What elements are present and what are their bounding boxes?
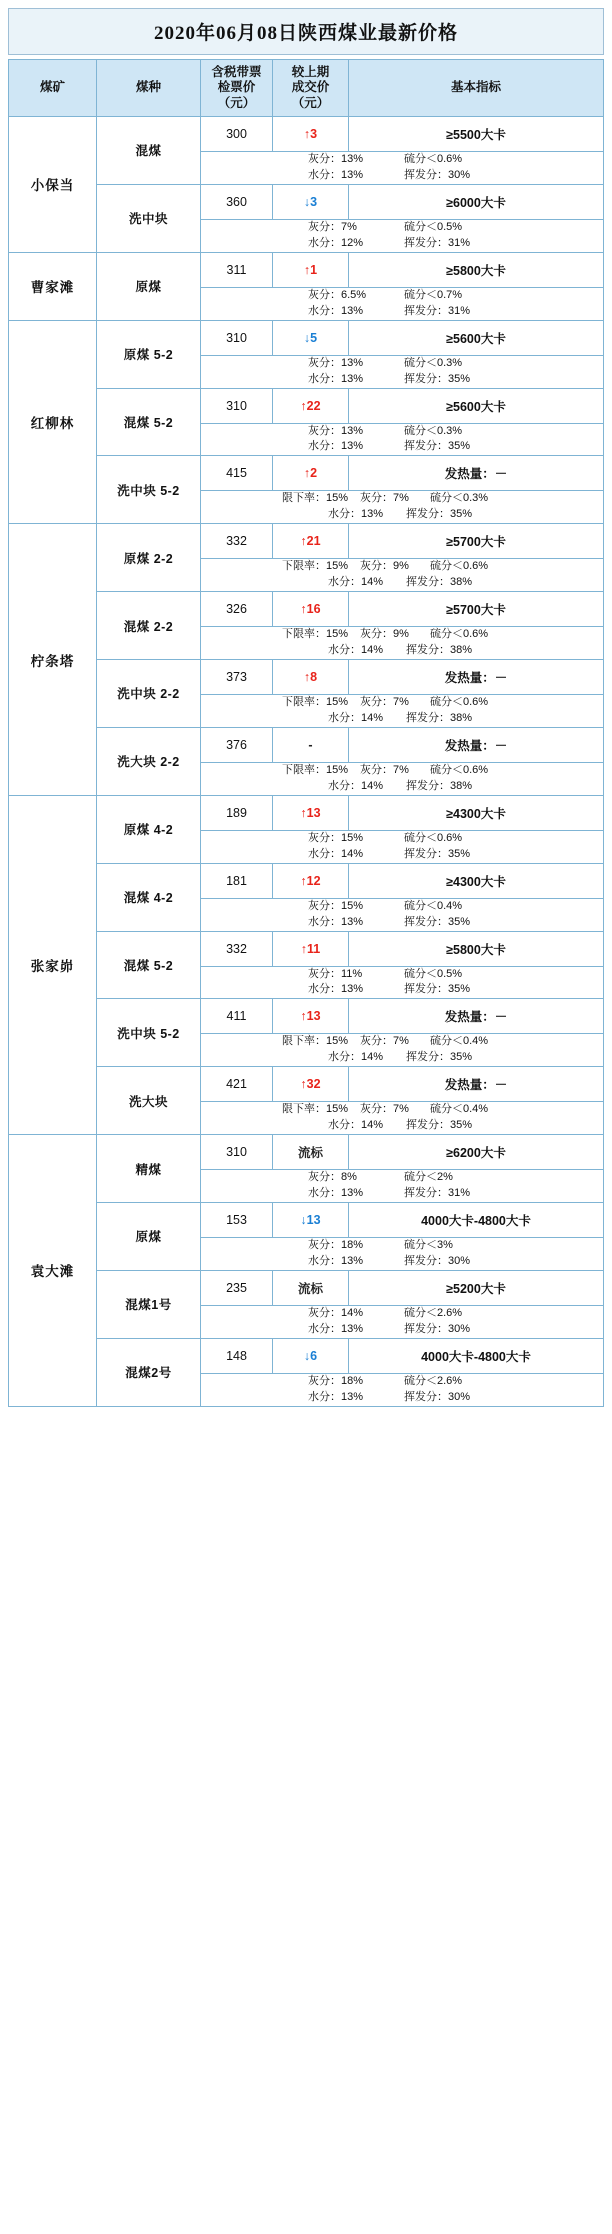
basic-index-cell: 发热量：－ xyxy=(349,999,604,1034)
price-cell: 189 xyxy=(201,795,273,830)
spec-item: 挥发分：31% xyxy=(404,304,471,317)
spec-line xyxy=(201,1374,603,1390)
basic-index-cell: ≥5500大卡 xyxy=(349,117,604,152)
spec-item: 水分：13% xyxy=(308,304,364,317)
spec-item: 挥发分：35% xyxy=(406,1119,473,1132)
spec-item: 灰分：7% xyxy=(360,763,409,776)
price-cell: 310 xyxy=(201,388,273,423)
price-cell: 300 xyxy=(201,117,273,152)
spec-line xyxy=(201,915,603,931)
basic-index-cell: ≥5600大卡 xyxy=(349,388,604,423)
header-price-line1: 含税带票 xyxy=(211,64,262,79)
spec-item: 水分：13% xyxy=(328,508,384,521)
spec-item: 水分：13% xyxy=(308,1187,364,1200)
spec-item: 灰分：18% xyxy=(308,1239,364,1251)
price-change-cell: ↑11 xyxy=(273,931,349,966)
spec-cell xyxy=(201,423,604,456)
spec-line xyxy=(201,643,603,659)
spec-line xyxy=(201,236,603,252)
page-title-bar xyxy=(8,8,604,55)
coal-kind-cell: 原煤 xyxy=(97,252,201,320)
spec-item: 硫分＜0.6% xyxy=(430,560,489,573)
spec-item: 硫分＜0.7% xyxy=(404,288,463,301)
spec-item: 灰分：18% xyxy=(308,1374,364,1387)
mine-name-cell: 红柳林 xyxy=(9,320,97,524)
spec-item: 水分：13% xyxy=(308,372,364,385)
price-cell: 376 xyxy=(201,727,273,762)
spec-item: 硫分＜2% xyxy=(404,1171,453,1184)
mine-name-cell: 袁大滩 xyxy=(9,1135,97,1407)
price-cell: 411 xyxy=(201,999,273,1034)
table-row xyxy=(9,524,604,559)
basic-index-cell: 发热量：－ xyxy=(349,456,604,491)
spec-item: 灰分：7% xyxy=(360,1103,409,1116)
spec-item: 硫分＜0.4% xyxy=(430,1035,489,1048)
spec-line xyxy=(201,1306,603,1322)
coal-kind-cell: 原煤 2-2 xyxy=(97,524,201,592)
table-row xyxy=(9,456,604,491)
spec-item: 挥发分：38% xyxy=(406,711,473,724)
spec-item: 限下率：15% xyxy=(282,1035,349,1048)
price-change-cell: ↓13 xyxy=(273,1203,349,1238)
basic-index-cell: 发热量：－ xyxy=(349,727,604,762)
price-cell: 326 xyxy=(201,592,273,627)
table-row xyxy=(9,117,604,152)
coal-kind-cell: 原煤 5-2 xyxy=(97,320,201,388)
price-change-cell: ↑32 xyxy=(273,1067,349,1102)
table-row xyxy=(9,388,604,423)
spec-line xyxy=(201,559,603,575)
table-row xyxy=(9,1203,604,1238)
spec-item: 硫分＜3% xyxy=(404,1239,453,1251)
spec-line xyxy=(201,575,603,591)
basic-index-cell: ≥5700大卡 xyxy=(349,592,604,627)
spec-line xyxy=(201,982,603,998)
price-change-cell: ↓6 xyxy=(273,1338,349,1373)
spec-item: 下限率：15% xyxy=(282,628,349,641)
coal-kind-cell: 洗大块 xyxy=(97,1067,201,1135)
coal-price-table xyxy=(8,59,604,1407)
price-cell: 311 xyxy=(201,252,273,287)
spec-line xyxy=(201,967,603,983)
price-change-cell: ↑16 xyxy=(273,592,349,627)
spec-item: 灰分：7% xyxy=(360,696,409,708)
spec-item: 挥发分：30% xyxy=(404,168,471,181)
spec-item: 灰分：14% xyxy=(308,1306,364,1319)
price-cell: 360 xyxy=(201,184,273,219)
spec-item: 水分：14% xyxy=(328,1051,384,1064)
spec-cell xyxy=(201,1170,604,1203)
spec-item: 挥发分：38% xyxy=(406,644,473,657)
table-row xyxy=(9,1135,604,1170)
spec-item: 灰分：13% xyxy=(308,424,364,437)
table-row xyxy=(9,727,604,762)
spec-line xyxy=(201,831,603,847)
spec-item: 挥发分：30% xyxy=(404,1254,471,1267)
spec-item: 硫分＜0.6% xyxy=(404,153,463,165)
table-row xyxy=(9,1067,604,1102)
basic-index-cell: 发热量：－ xyxy=(349,660,604,695)
table-header xyxy=(9,60,604,117)
header-change-line3: （元） xyxy=(291,95,330,110)
spec-item: 水分：14% xyxy=(308,847,364,860)
basic-index-cell: 发热量：－ xyxy=(349,1067,604,1102)
table-row xyxy=(9,1338,604,1373)
basic-index-cell: ≥5600大卡 xyxy=(349,320,604,355)
price-change-cell: ↑13 xyxy=(273,999,349,1034)
spec-item: 硫分＜2.6% xyxy=(404,1374,463,1387)
spec-item: 水分：14% xyxy=(328,1119,384,1132)
header-price-line2: 检票价 xyxy=(217,80,256,95)
spec-item: 挥发分：35% xyxy=(404,372,471,385)
spec-item: 硫分＜0.6% xyxy=(430,763,489,776)
price-change-cell: ↑22 xyxy=(273,388,349,423)
spec-item: 水分：13% xyxy=(308,1322,364,1335)
spec-item: 硫分＜2.6% xyxy=(404,1306,463,1319)
spec-item: 下限率：15% xyxy=(282,560,349,573)
page-title: 2020年06月08日陕西煤业最新价格 xyxy=(153,23,458,44)
spec-item: 挥发分：31% xyxy=(404,236,471,249)
spec-line xyxy=(201,424,603,440)
spec-item: 挥发分：35% xyxy=(404,983,471,996)
price-change-cell: 流标 xyxy=(273,1135,349,1170)
spec-cell xyxy=(201,898,604,931)
spec-cell xyxy=(201,219,604,252)
basic-index-cell: ≥5800大卡 xyxy=(349,931,604,966)
basic-index-cell: ≥5200大卡 xyxy=(349,1270,604,1305)
basic-index-cell: 4000大卡-4800大卡 xyxy=(349,1203,604,1238)
spec-cell xyxy=(201,1238,604,1271)
spec-cell xyxy=(201,355,604,388)
price-change-cell: ↑3 xyxy=(273,117,349,152)
spec-cell xyxy=(201,1373,604,1406)
header-mine: 煤矿 xyxy=(9,60,97,117)
spec-item: 挥发分：38% xyxy=(406,576,473,589)
table-row xyxy=(9,1270,604,1305)
coal-kind-cell: 混煤 2-2 xyxy=(97,592,201,660)
spec-item: 下限率：15% xyxy=(282,696,349,708)
spec-line xyxy=(201,1034,603,1050)
table-row xyxy=(9,592,604,627)
coal-kind-cell: 混煤 4-2 xyxy=(97,863,201,931)
basic-index-cell: ≥6000大卡 xyxy=(349,184,604,219)
coal-kind-cell: 混煤2号 xyxy=(97,1338,201,1406)
spec-item: 灰分：15% xyxy=(308,831,364,844)
basic-index-cell: ≥4300大卡 xyxy=(349,863,604,898)
price-cell: 181 xyxy=(201,863,273,898)
header-price xyxy=(201,60,273,117)
spec-item: 限下率：15% xyxy=(282,1103,349,1116)
price-cell: 415 xyxy=(201,456,273,491)
table-row xyxy=(9,320,604,355)
spec-item: 硫分＜0.6% xyxy=(430,696,489,708)
coal-kind-cell: 洗中块 5-2 xyxy=(97,999,201,1067)
coal-kind-cell: 洗中块 xyxy=(97,184,201,252)
spec-line xyxy=(201,1390,603,1406)
spec-item: 挥发分：35% xyxy=(404,915,471,928)
basic-index-cell: ≥6200大卡 xyxy=(349,1135,604,1170)
spec-line xyxy=(201,1118,603,1134)
spec-line xyxy=(201,507,603,523)
spec-cell xyxy=(201,1102,604,1135)
mine-name-cell: 曹家滩 xyxy=(9,252,97,320)
spec-item: 挥发分：38% xyxy=(406,779,473,792)
spec-cell xyxy=(201,966,604,999)
coal-kind-cell: 混煤 5-2 xyxy=(97,931,201,999)
spec-cell xyxy=(201,830,604,863)
header-change-line2: 成交价 xyxy=(291,80,330,95)
header-row xyxy=(9,60,604,117)
price-cell: 148 xyxy=(201,1338,273,1373)
spec-item: 挥发分：35% xyxy=(404,440,471,453)
basic-index-cell: ≥5800大卡 xyxy=(349,252,604,287)
price-cell: 310 xyxy=(201,320,273,355)
spec-item: 硫分＜0.4% xyxy=(404,899,463,912)
coal-kind-cell: 精煤 xyxy=(97,1135,201,1203)
table-row xyxy=(9,660,604,695)
spec-line xyxy=(201,1238,603,1254)
price-change-cell: ↑2 xyxy=(273,456,349,491)
spec-item: 灰分：15% xyxy=(308,899,364,912)
coal-kind-cell: 洗中块 2-2 xyxy=(97,660,201,728)
coal-kind-cell: 混煤 xyxy=(97,117,201,185)
spec-item: 硫分＜0.4% xyxy=(430,1103,489,1116)
spec-item: 硫分＜0.3% xyxy=(404,356,463,369)
spec-item: 灰分：13% xyxy=(308,153,364,165)
price-change-cell: ↑13 xyxy=(273,795,349,830)
spec-item: 灰分：9% xyxy=(360,560,409,573)
spec-item: 水分：14% xyxy=(328,644,384,657)
spec-item: 下限率：15% xyxy=(282,763,349,776)
spec-item: 挥发分：35% xyxy=(406,1051,473,1064)
spec-cell xyxy=(201,152,604,185)
spec-item: 硫分＜0.3% xyxy=(404,424,463,437)
spec-line xyxy=(201,304,603,320)
spec-item: 灰分：7% xyxy=(360,1035,409,1048)
spec-item: 挥发分：35% xyxy=(406,508,473,521)
spec-item: 水分：13% xyxy=(308,1254,364,1267)
price-change-cell: ↓5 xyxy=(273,320,349,355)
table-body xyxy=(9,117,604,1407)
spec-line xyxy=(201,439,603,455)
mine-name-cell: 柠条塔 xyxy=(9,524,97,796)
price-change-cell: ↑1 xyxy=(273,252,349,287)
price-change-cell: ↑8 xyxy=(273,660,349,695)
spec-cell xyxy=(201,762,604,795)
coal-kind-cell: 原煤 4-2 xyxy=(97,795,201,863)
price-change-cell: ↓3 xyxy=(273,184,349,219)
spec-item: 挥发分：31% xyxy=(404,1187,471,1200)
basic-index-cell: 4000大卡-4800大卡 xyxy=(349,1338,604,1373)
spec-line xyxy=(201,899,603,915)
spec-item: 硫分＜0.3% xyxy=(430,492,489,505)
spec-line xyxy=(201,152,603,168)
spec-item: 挥发分：30% xyxy=(404,1390,471,1403)
spec-item: 水分：12% xyxy=(308,236,364,249)
table-row xyxy=(9,795,604,830)
spec-item: 水分：14% xyxy=(328,711,384,724)
spec-line xyxy=(201,847,603,863)
spec-line xyxy=(201,1254,603,1270)
spec-line xyxy=(201,711,603,727)
spec-item: 灰分：7% xyxy=(360,492,409,505)
spec-line xyxy=(201,491,603,507)
spec-line xyxy=(201,372,603,388)
mine-name-cell: 小保当 xyxy=(9,117,97,253)
spec-line xyxy=(201,695,603,711)
spec-line xyxy=(201,1050,603,1066)
spec-item: 灰分：13% xyxy=(308,356,364,369)
spec-line xyxy=(201,1186,603,1202)
spec-line xyxy=(201,763,603,779)
basic-index-cell: ≥5700大卡 xyxy=(349,524,604,559)
spec-line xyxy=(201,1170,603,1186)
spec-item: 水分：13% xyxy=(308,168,364,181)
coal-kind-cell: 混煤1号 xyxy=(97,1270,201,1338)
header-change xyxy=(273,60,349,117)
header-kind: 煤种 xyxy=(97,60,201,117)
price-cell: 153 xyxy=(201,1203,273,1238)
coal-kind-cell: 混煤 5-2 xyxy=(97,388,201,456)
spec-cell xyxy=(201,695,604,728)
spec-item: 硫分＜0.5% xyxy=(404,220,463,233)
spec-cell xyxy=(201,491,604,524)
spec-line xyxy=(201,356,603,372)
price-cell: 235 xyxy=(201,1270,273,1305)
spec-item: 水分：14% xyxy=(328,779,384,792)
coal-kind-cell: 原煤 xyxy=(97,1203,201,1271)
spec-item: 水分：13% xyxy=(308,440,364,453)
table-row xyxy=(9,999,604,1034)
header-change-line1: 较上期 xyxy=(291,64,330,79)
spec-cell xyxy=(201,627,604,660)
spec-cell xyxy=(201,559,604,592)
spec-cell xyxy=(201,1305,604,1338)
spec-item: 灰分：7% xyxy=(308,220,357,233)
spec-line xyxy=(201,168,603,184)
spec-item: 水分：13% xyxy=(308,915,364,928)
spec-cell xyxy=(201,1034,604,1067)
mine-name-cell: 张家峁 xyxy=(9,795,97,1134)
spec-item: 灰分：6.5% xyxy=(308,288,367,301)
spec-line xyxy=(201,1322,603,1338)
price-change-cell: - xyxy=(273,727,349,762)
spec-item: 灰分：11% xyxy=(308,967,363,980)
price-change-cell: 流标 xyxy=(273,1270,349,1305)
spec-item: 灰分：9% xyxy=(360,628,409,641)
price-cell: 421 xyxy=(201,1067,273,1102)
spec-item: 硫分＜0.5% xyxy=(404,967,463,980)
spec-item: 硫分＜0.6% xyxy=(404,831,463,844)
coal-kind-cell: 洗大块 2-2 xyxy=(97,727,201,795)
table-row xyxy=(9,252,604,287)
spec-line xyxy=(201,779,603,795)
spec-item: 挥发分：30% xyxy=(404,1322,471,1335)
spec-item: 灰分：8% xyxy=(308,1171,357,1184)
spec-line xyxy=(201,1102,603,1118)
spec-cell xyxy=(201,287,604,320)
coal-kind-cell: 洗中块 5-2 xyxy=(97,456,201,524)
table-row xyxy=(9,931,604,966)
spec-item: 限下率：15% xyxy=(282,492,349,505)
price-change-cell: ↑21 xyxy=(273,524,349,559)
basic-index-cell: ≥4300大卡 xyxy=(349,795,604,830)
table-row xyxy=(9,863,604,898)
spec-item: 硫分＜0.6% xyxy=(430,628,489,641)
price-cell: 332 xyxy=(201,524,273,559)
header-price-line3: （元） xyxy=(217,95,256,110)
price-change-cell: ↑12 xyxy=(273,863,349,898)
spec-line xyxy=(201,627,603,643)
spec-item: 挥发分：35% xyxy=(404,847,471,860)
price-cell: 310 xyxy=(201,1135,273,1170)
price-cell: 373 xyxy=(201,660,273,695)
table-row xyxy=(9,184,604,219)
price-cell: 332 xyxy=(201,931,273,966)
header-index: 基本指标 xyxy=(349,60,604,117)
spec-item: 水分：14% xyxy=(328,576,384,589)
spec-item: 水分：13% xyxy=(308,1390,364,1403)
spec-item: 水分：13% xyxy=(308,983,364,996)
spec-line xyxy=(201,220,603,236)
spec-line xyxy=(201,288,603,304)
